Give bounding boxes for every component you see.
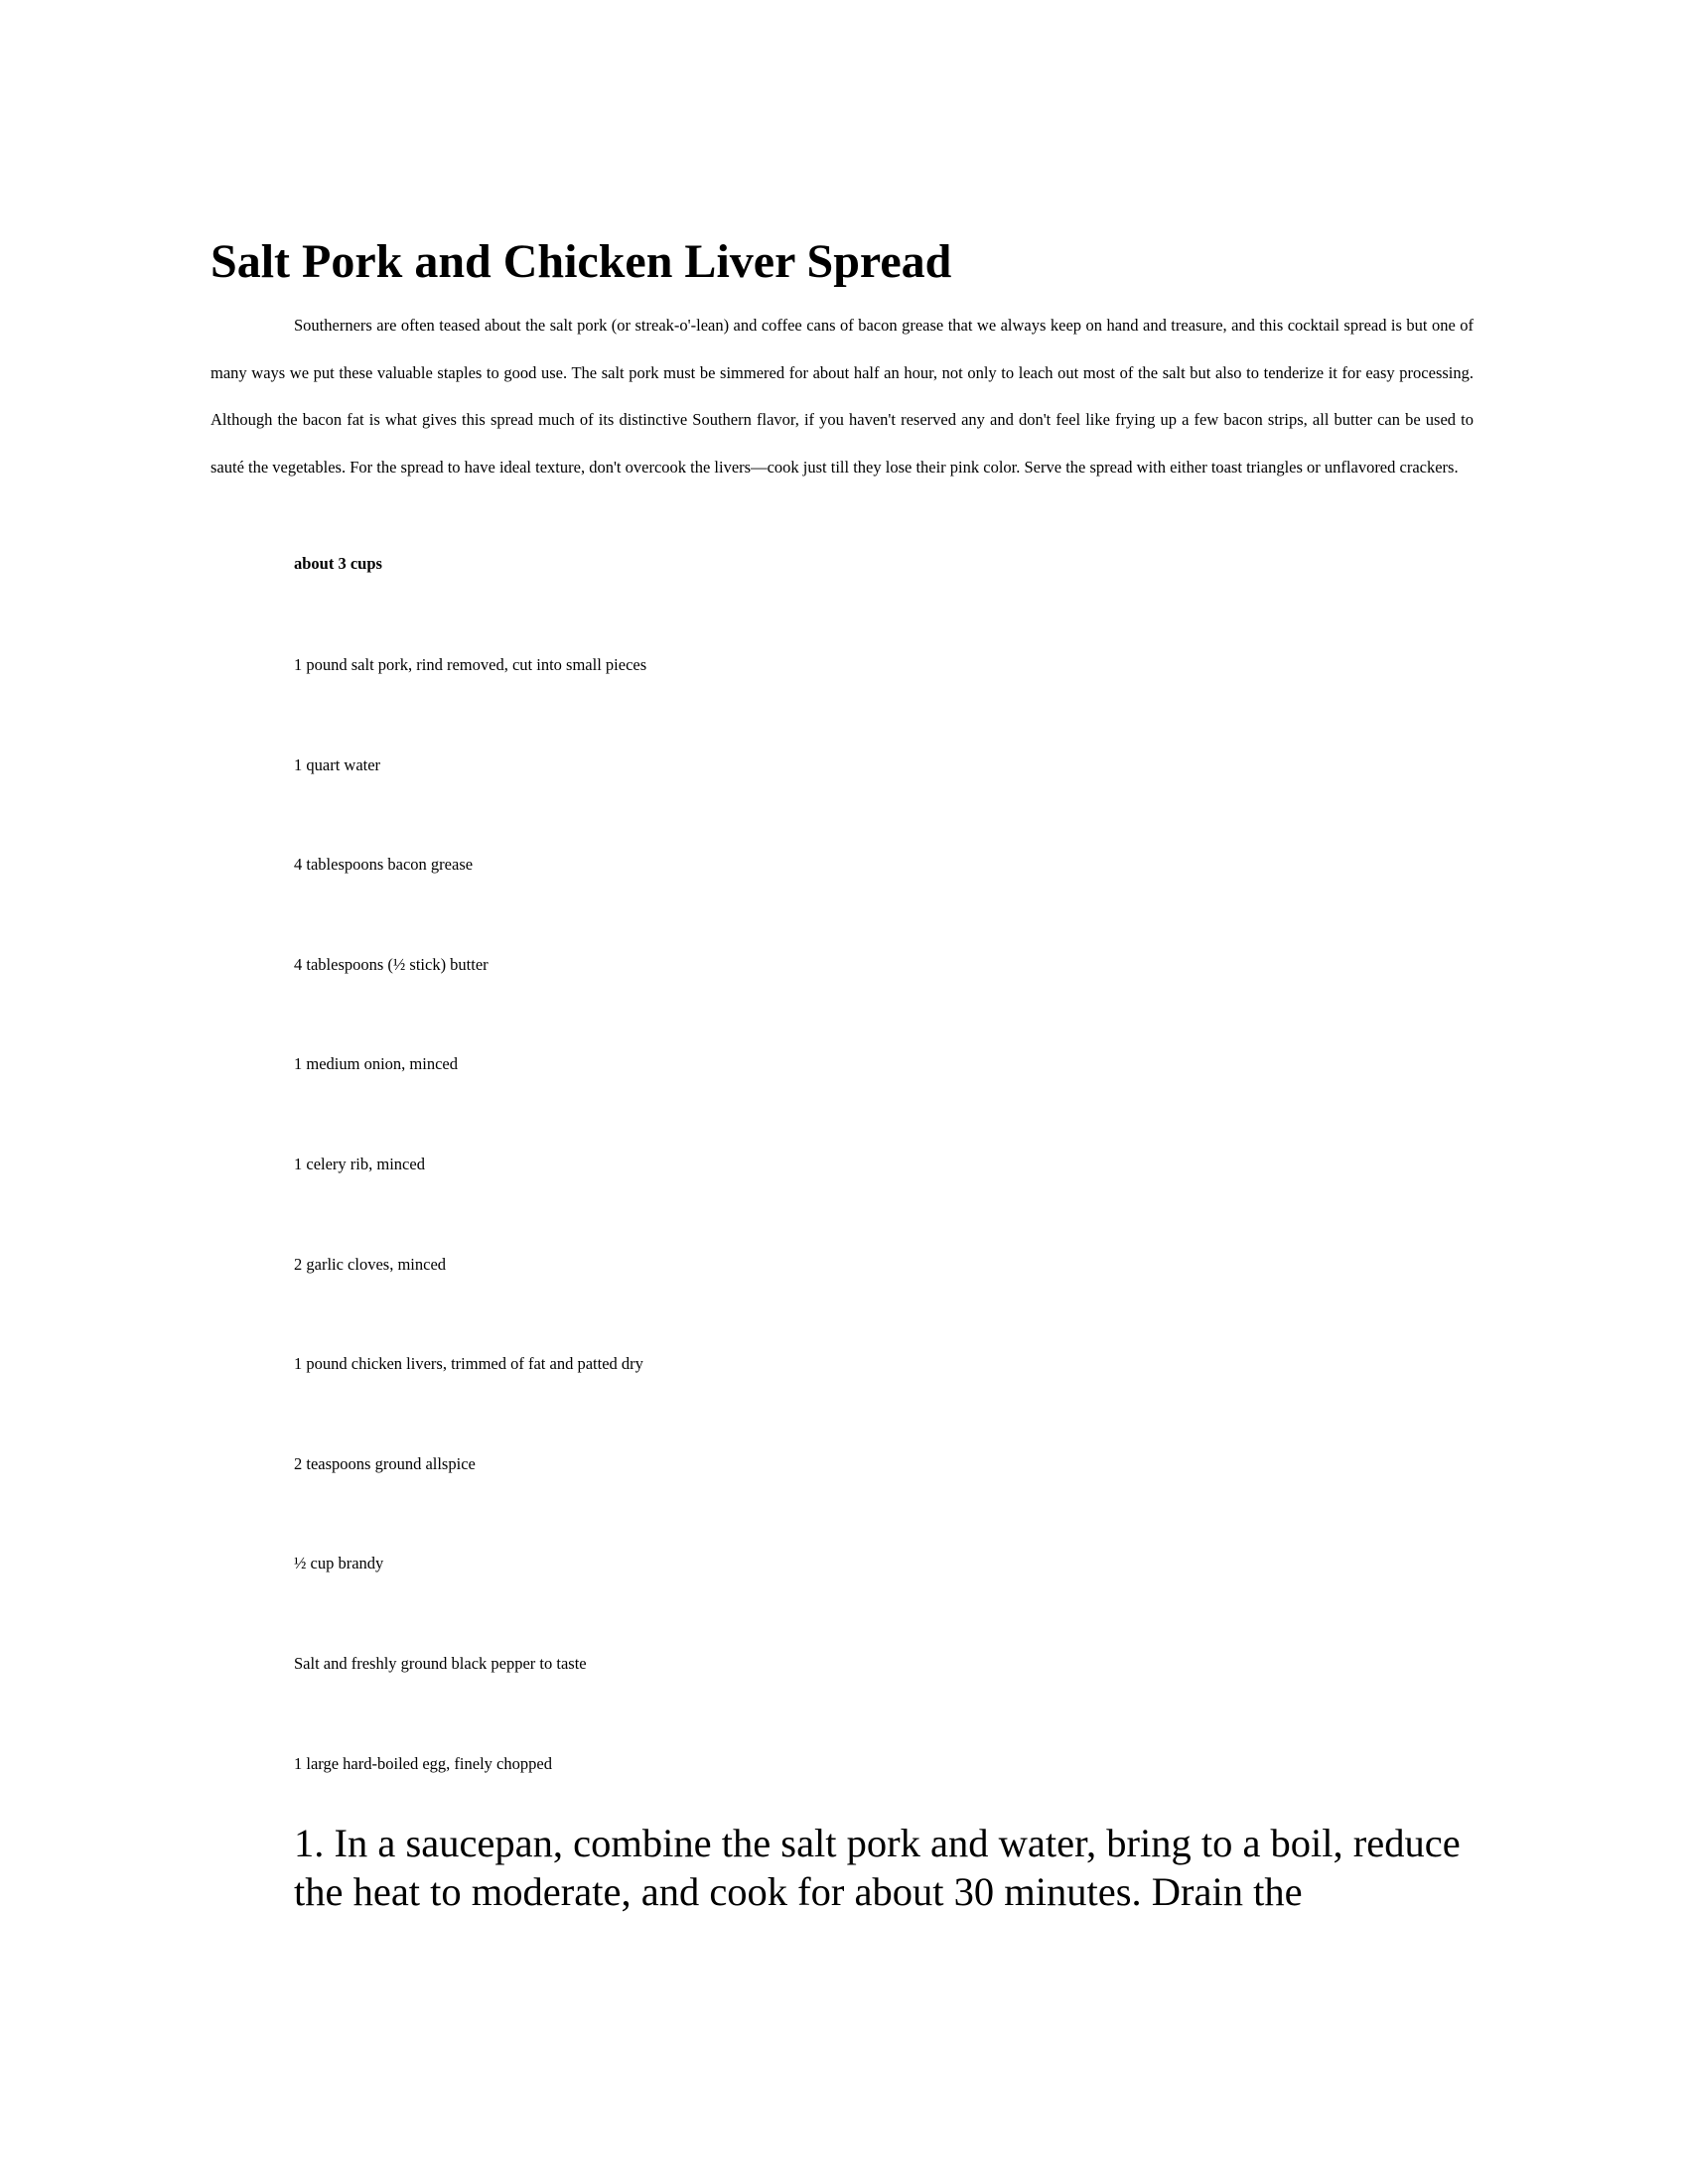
ingredient-item: 2 teaspoons ground allspice bbox=[294, 1453, 476, 1473]
ingredient-item: 1 pound chicken livers, trimmed of fat and patted dry bbox=[294, 1354, 643, 1374]
recipe-title: Salt Pork and Chicken Liver Spread bbox=[211, 235, 952, 288]
ingredient-item: ½ cup brandy bbox=[294, 1554, 384, 1573]
ingredient-list bbox=[294, 653, 646, 1851]
method-step-1: 1. In a saucepan, combine the salt pork and water, bring to a boil, reduce the heat to moderate, and cook for about 30 minutes. Drain the bbox=[294, 1821, 1461, 1914]
ingredient-item: 1 medium onion, minced bbox=[294, 1054, 458, 1074]
ingredient-item: 2 garlic cloves, minced bbox=[294, 1254, 447, 1274]
ingredient-item: Salt and freshly ground black pepper to taste bbox=[294, 1653, 587, 1673]
ingredient-item: 4 tablespoons (½ stick) butter bbox=[294, 954, 489, 974]
recipe-yield: about 3 cups bbox=[294, 554, 382, 573]
recipe-intro: Southerners are often teased about the salt pork (or streak-o'-lean) and coffee cans of bacon grease that we always keep on hand and treasure, and this cocktail spread is but one of many ways we put these valuable staples to good use. The salt pork must be simmered for about half an hour, not only to leach out most of the salt but also to tenderize it for easy processing. Although the bacon fat is what gives this spread much of its distinctive Southern flavor, if you haven't reserved any and don't feel like frying up a few bacon strips, all butter can be used to sauté the vegetables. For the spread to have ideal texture, don't overcook the livers—cook just till they lose their pink color. Serve the spread with either toast triangles or unflavored crackers. bbox=[211, 316, 1474, 477]
ingredient-item: 1 large hard-boiled egg, finely chopped bbox=[294, 1753, 552, 1773]
ingredient-item: 1 quart water bbox=[294, 754, 381, 774]
ingredient-item: 1 pound salt pork, rind removed, cut into small pieces bbox=[294, 655, 647, 674]
ingredient-item: 4 tablespoons bacon grease bbox=[294, 855, 474, 875]
ingredient-item: 1 celery rib, minced bbox=[294, 1154, 425, 1173]
